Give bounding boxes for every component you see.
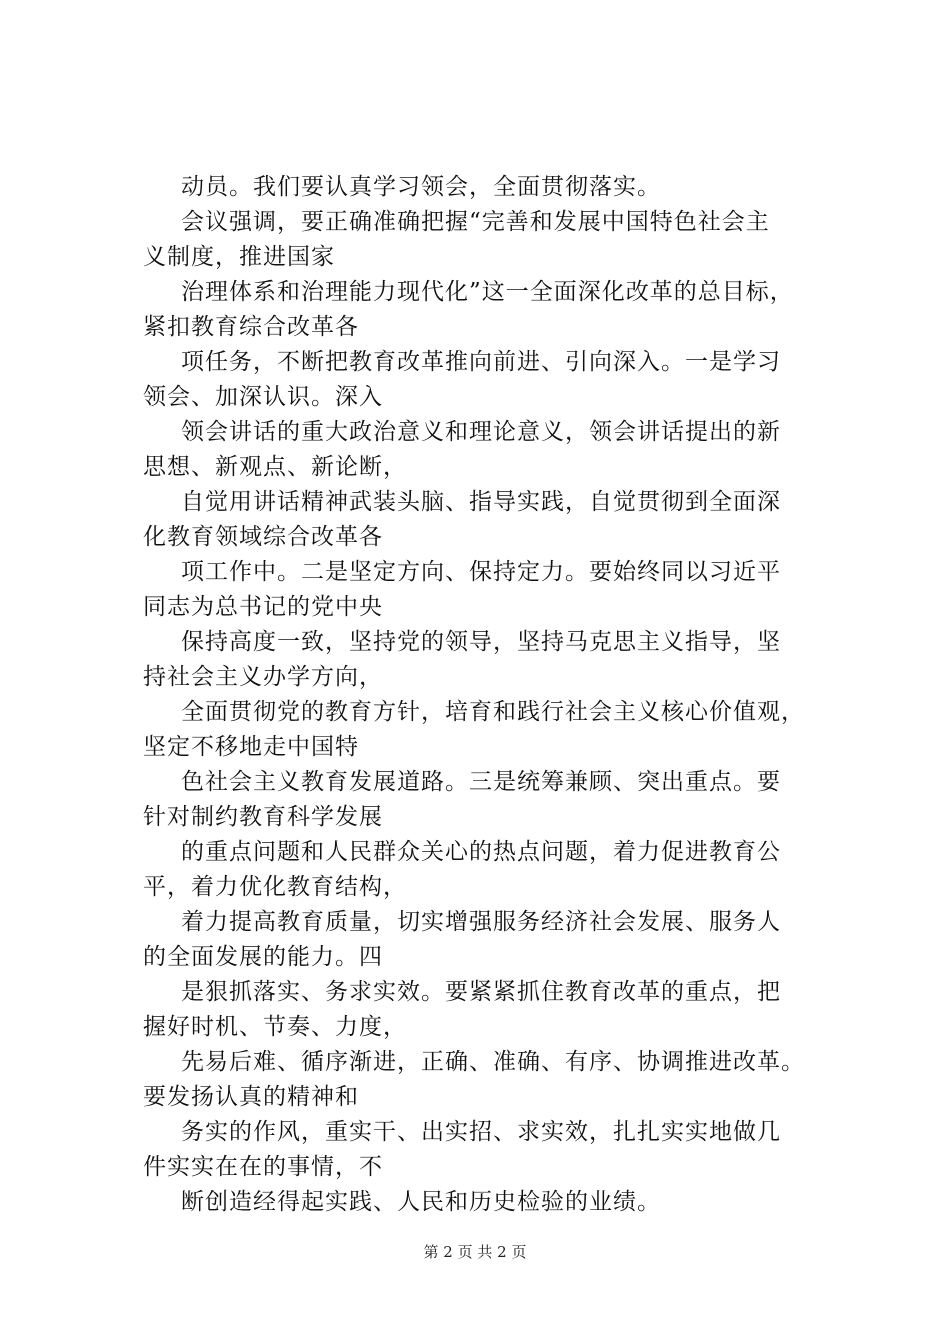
document-body xyxy=(143,170,863,1220)
text-line: 项工作中。二是坚定方向、保持定力。要始终同以习近平 xyxy=(181,559,781,585)
text-line: 是狠抓落实、务求实效。要紧紧抓住教育改革的重点，把 xyxy=(181,979,781,1005)
text-line: 义制度，推进国家 xyxy=(143,244,335,270)
text-line: 动员。我们要认真学习领会，全面贯彻落实。 xyxy=(181,174,661,200)
text-line: 断创造经得起实践、人民和历史检验的业绩。 xyxy=(181,1189,661,1215)
text-line: 紧扣教育综合改革各 xyxy=(143,314,359,340)
text-line: 领会、加深认识。深入 xyxy=(143,384,383,410)
text-line: 坚定不移地走中国特 xyxy=(143,734,359,760)
text-line: 平，着力优化教育结构， xyxy=(143,874,407,900)
text-line: 握好时机、节奏、力度， xyxy=(143,1014,407,1040)
text-line: 件实实在在的事情，不 xyxy=(143,1154,383,1180)
text-line: 同志为总书记的党中央 xyxy=(143,594,383,620)
text-line: 保持高度一致，坚持党的领导，坚持马克思主义指导，坚 xyxy=(181,629,781,655)
text-line: 自觉用讲话精神武装头脑、指导实践，自觉贯彻到全面深 xyxy=(181,489,781,515)
text-line: 领会讲话的重大政治意义和理论意义，领会讲话提出的新 xyxy=(181,419,781,445)
text-line: 的重点问题和人民群众关心的热点问题，着力促进教育公 xyxy=(181,839,781,865)
text-line: 治理体系和治理能力现代化”这一全面深化改革的总目标， xyxy=(181,279,794,305)
text-line: 针对制约教育科学发展 xyxy=(143,804,383,830)
page-number-footer: 第 2 页 共 2 页 xyxy=(423,1243,527,1261)
text-line: 持社会主义办学方向， xyxy=(143,664,383,690)
text-line: 会议强调，要正确准确把握“完善和发展中国特色社会主 xyxy=(181,209,770,235)
text-line: 务实的作风，重实干、出实招、求实效，扎扎实实地做几 xyxy=(181,1119,781,1145)
text-line: 化教育领域综合改革各 xyxy=(143,524,383,550)
text-line: 的全面发展的能力。四 xyxy=(143,944,383,970)
text-line: 色社会主义教育发展道路。三是统筹兼顾、突出重点。要 xyxy=(181,769,781,795)
text-line: 着力提高教育质量，切实增强服务经济社会发展、服务人 xyxy=(181,909,781,935)
text-line: 先易后难、循序渐进，正确、准确、有序、协调推进改革。 xyxy=(181,1049,805,1075)
text-line: 思想、新观点、新论断， xyxy=(143,454,407,480)
text-line: 全面贯彻党的教育方针，培育和践行社会主义核心价值观， xyxy=(181,699,805,725)
text-line: 项任务，不断把教育改革推向前进、引向深入。一是学习 xyxy=(181,349,781,375)
text-line: 要发扬认真的精神和 xyxy=(143,1084,359,1110)
